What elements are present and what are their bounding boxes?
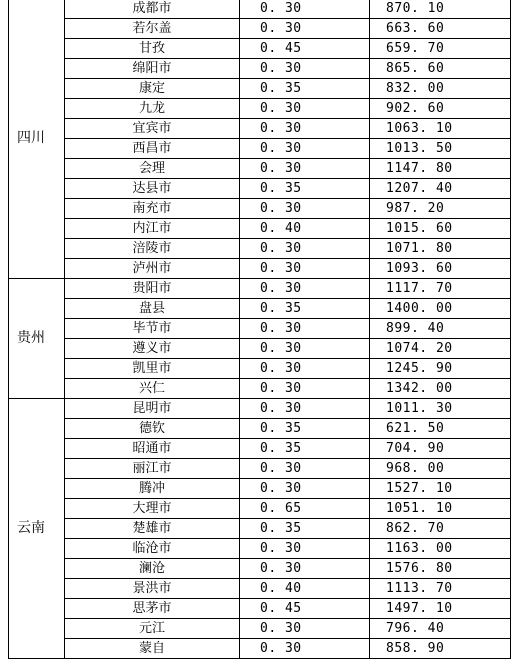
city-cell: 甘孜 xyxy=(65,39,240,59)
coefficient-cell: 0. 30 xyxy=(240,199,370,219)
table-row xyxy=(9,599,511,619)
value-cell: 1093. 60 xyxy=(370,259,511,279)
city-cell: 临沧市 xyxy=(65,539,240,559)
city-cell: 昭通市 xyxy=(65,439,240,459)
table-row xyxy=(9,499,511,519)
city-cell: 腾冲 xyxy=(65,479,240,499)
coefficient-cell: 0. 30 xyxy=(240,479,370,499)
value-cell: 1576. 80 xyxy=(370,559,511,579)
value-cell: 902. 60 xyxy=(370,99,511,119)
coefficient-cell: 0. 30 xyxy=(240,399,370,419)
city-cell: 兴仁 xyxy=(65,379,240,399)
coefficient-cell: 0. 30 xyxy=(240,619,370,639)
city-cell: 若尔盖 xyxy=(65,19,240,39)
value-cell: 1013. 50 xyxy=(370,139,511,159)
table-row xyxy=(9,419,511,439)
value-cell: 1051. 10 xyxy=(370,499,511,519)
coefficient-cell: 0. 35 xyxy=(240,79,370,99)
table-row xyxy=(9,359,511,379)
table-row xyxy=(9,39,511,59)
city-cell: 康定 xyxy=(65,79,240,99)
table-row xyxy=(9,159,511,179)
table-row xyxy=(9,19,511,39)
value-cell: 1497. 10 xyxy=(370,599,511,619)
value-cell: 899. 40 xyxy=(370,319,511,339)
coefficient-cell: 0. 30 xyxy=(240,339,370,359)
table-row xyxy=(9,179,511,199)
city-cell: 丽江市 xyxy=(65,459,240,479)
city-cell: 涪陵市 xyxy=(65,239,240,259)
table-row xyxy=(9,619,511,639)
province-cell: 云南 xyxy=(9,399,65,659)
coefficient-cell: 0. 30 xyxy=(240,559,370,579)
coefficient-cell: 0. 35 xyxy=(240,299,370,319)
value-cell: 987. 20 xyxy=(370,199,511,219)
value-cell: 1074. 20 xyxy=(370,339,511,359)
table-row xyxy=(9,219,511,239)
table-row xyxy=(9,399,511,419)
value-cell: 663. 60 xyxy=(370,19,511,39)
coefficient-cell: 0. 30 xyxy=(240,459,370,479)
table-row xyxy=(9,199,511,219)
value-cell: 1015. 60 xyxy=(370,219,511,239)
city-cell: 泸州市 xyxy=(65,259,240,279)
coefficient-cell: 0. 30 xyxy=(240,119,370,139)
city-cell: 大理市 xyxy=(65,499,240,519)
value-cell: 862. 70 xyxy=(370,519,511,539)
table-row xyxy=(9,299,511,319)
coefficient-cell: 0. 30 xyxy=(240,359,370,379)
city-cell: 宜宾市 xyxy=(65,119,240,139)
coefficient-cell: 0. 65 xyxy=(240,499,370,519)
table-row xyxy=(9,239,511,259)
value-cell: 1071. 80 xyxy=(370,239,511,259)
city-cell: 凯里市 xyxy=(65,359,240,379)
city-cell: 楚雄市 xyxy=(65,519,240,539)
coefficient-cell: 0. 30 xyxy=(240,539,370,559)
city-cell: 西昌市 xyxy=(65,139,240,159)
city-cell: 遵义市 xyxy=(65,339,240,359)
value-cell: 1400. 00 xyxy=(370,299,511,319)
value-cell: 1245. 90 xyxy=(370,359,511,379)
coefficient-cell: 0. 30 xyxy=(240,239,370,259)
coefficient-cell: 0. 30 xyxy=(240,0,370,19)
coefficient-cell: 0. 45 xyxy=(240,599,370,619)
coefficient-cell: 0. 45 xyxy=(240,39,370,59)
city-cell: 昆明市 xyxy=(65,399,240,419)
value-cell: 968. 00 xyxy=(370,459,511,479)
city-cell: 九龙 xyxy=(65,99,240,119)
city-cell: 贵阳市 xyxy=(65,279,240,299)
city-cell: 蒙自 xyxy=(65,639,240,659)
coefficient-cell: 0. 30 xyxy=(240,139,370,159)
value-cell: 832. 00 xyxy=(370,79,511,99)
value-cell: 1117. 70 xyxy=(370,279,511,299)
coefficient-cell: 0. 30 xyxy=(240,159,370,179)
city-cell: 绵阳市 xyxy=(65,59,240,79)
data-table xyxy=(8,0,511,659)
city-cell: 盘县 xyxy=(65,299,240,319)
value-cell: 659. 70 xyxy=(370,39,511,59)
table-row xyxy=(9,139,511,159)
table-row xyxy=(9,519,511,539)
table-row xyxy=(9,259,511,279)
value-cell: 704. 90 xyxy=(370,439,511,459)
table-row xyxy=(9,79,511,99)
city-cell: 思茅市 xyxy=(65,599,240,619)
table-row xyxy=(9,559,511,579)
coefficient-cell: 0. 30 xyxy=(240,59,370,79)
value-cell: 865. 60 xyxy=(370,59,511,79)
city-cell: 成都市 xyxy=(65,0,240,19)
table-row xyxy=(9,439,511,459)
value-cell: 1063. 10 xyxy=(370,119,511,139)
table-row xyxy=(9,639,511,659)
province-cell: 贵州 xyxy=(9,279,65,399)
table-row xyxy=(9,379,511,399)
coefficient-cell: 0. 30 xyxy=(240,639,370,659)
table-row xyxy=(9,0,511,19)
city-cell: 内江市 xyxy=(65,219,240,239)
value-cell: 870. 10 xyxy=(370,0,511,19)
coefficient-cell: 0. 35 xyxy=(240,519,370,539)
value-cell: 858. 90 xyxy=(370,639,511,659)
city-cell: 会理 xyxy=(65,159,240,179)
table-row xyxy=(9,319,511,339)
coefficient-cell: 0. 40 xyxy=(240,219,370,239)
value-cell: 1342. 00 xyxy=(370,379,511,399)
value-cell: 1113. 70 xyxy=(370,579,511,599)
coefficient-cell: 0. 35 xyxy=(240,439,370,459)
coefficient-cell: 0. 30 xyxy=(240,259,370,279)
table-row xyxy=(9,119,511,139)
province-cell: 四川 xyxy=(9,0,65,279)
table-row xyxy=(9,99,511,119)
city-cell: 南充市 xyxy=(65,199,240,219)
table-row xyxy=(9,459,511,479)
table-body xyxy=(9,0,511,659)
city-cell: 景洪市 xyxy=(65,579,240,599)
value-cell: 1011. 30 xyxy=(370,399,511,419)
coefficient-cell: 0. 30 xyxy=(240,19,370,39)
coefficient-cell: 0. 35 xyxy=(240,179,370,199)
table-row xyxy=(9,539,511,559)
coefficient-cell: 0. 30 xyxy=(240,379,370,399)
value-cell: 1163. 00 xyxy=(370,539,511,559)
city-cell: 元江 xyxy=(65,619,240,639)
table-row xyxy=(9,479,511,499)
table-row xyxy=(9,279,511,299)
table-row xyxy=(9,579,511,599)
table-row xyxy=(9,59,511,79)
city-cell: 德钦 xyxy=(65,419,240,439)
coefficient-cell: 0. 30 xyxy=(240,99,370,119)
city-cell: 毕节市 xyxy=(65,319,240,339)
city-cell: 达县市 xyxy=(65,179,240,199)
value-cell: 1207. 40 xyxy=(370,179,511,199)
value-cell: 1147. 80 xyxy=(370,159,511,179)
value-cell: 796. 40 xyxy=(370,619,511,639)
coefficient-cell: 0. 40 xyxy=(240,579,370,599)
coefficient-cell: 0. 30 xyxy=(240,319,370,339)
coefficient-cell: 0. 30 xyxy=(240,279,370,299)
coefficient-cell: 0. 35 xyxy=(240,419,370,439)
value-cell: 1527. 10 xyxy=(370,479,511,499)
table-row xyxy=(9,339,511,359)
city-cell: 澜沧 xyxy=(65,559,240,579)
value-cell: 621. 50 xyxy=(370,419,511,439)
